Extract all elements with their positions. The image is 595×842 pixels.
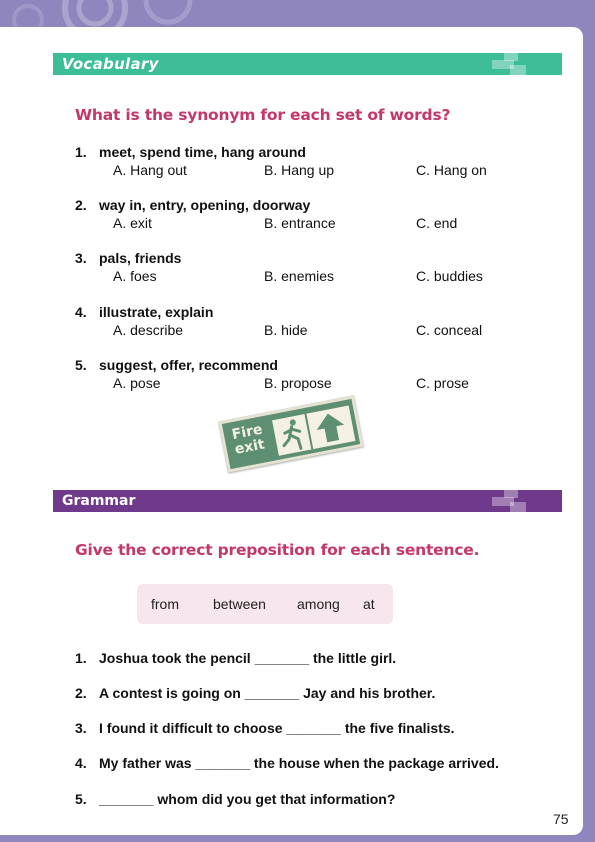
word-bank-item: from [151, 596, 179, 612]
option-b: B. entrance [264, 215, 336, 231]
option-b: B. Hang up [264, 162, 335, 178]
fire-sign-line2: exit [233, 436, 267, 458]
question-number: 1. [75, 144, 87, 160]
vocab-question [75, 144, 545, 179]
sentence-number: 1. [75, 650, 87, 666]
vocab-question [75, 250, 545, 285]
option-c: C. Hang on [416, 162, 487, 178]
word-bank-item: between [213, 596, 266, 612]
question-stem: way in, entry, opening, doorway [99, 197, 311, 213]
grammar-section-header [53, 490, 562, 512]
option-a: A. pose [113, 375, 161, 391]
grammar-sentence [75, 720, 455, 736]
sentence-number: 2. [75, 685, 87, 701]
sentence-number: 4. [75, 755, 87, 771]
question-number: 5. [75, 357, 87, 373]
sentence-text: _______ whom did you get that information? [99, 791, 396, 807]
option-a: A. describe [113, 322, 184, 338]
grammar-instruction: Give the correct preposition for each sentence. [75, 541, 480, 559]
option-c: C. end [416, 215, 458, 231]
vocab-question [75, 357, 545, 392]
question-stem: pals, friends [99, 250, 182, 266]
question-stem: illustrate, explain [99, 304, 214, 320]
grammar-sentence [75, 755, 499, 771]
vocabulary-instruction: What is the synonym for each set of words? [75, 106, 451, 124]
header-decoration [492, 53, 526, 75]
question-number: 2. [75, 197, 87, 213]
sentence-text: A contest is going on _______ Jay and his brother. [99, 685, 436, 701]
option-b: B. hide [264, 322, 308, 338]
question-stem: meet, spend time, hang around [99, 144, 306, 160]
option-c: C. buddies [416, 268, 483, 284]
word-bank-item: at [363, 596, 375, 612]
option-c: C. prose [416, 375, 469, 391]
option-b: B. propose [264, 375, 332, 391]
vocabulary-title: Vocabulary [62, 55, 159, 73]
option-a: A. exit [113, 215, 152, 231]
sentence-text: I found it difficult to choose _______ the five finalists. [99, 720, 455, 736]
grammar-sentence [75, 650, 396, 666]
word-bank [137, 584, 393, 624]
grammar-sentence [75, 685, 435, 701]
option-a: A. Hang out [113, 162, 187, 178]
option-c: C. conceal [416, 322, 483, 338]
word-bank-item: among [297, 596, 340, 612]
vocab-question [75, 197, 545, 232]
grammar-sentence [75, 791, 395, 807]
option-a: A. foes [113, 268, 157, 284]
vocab-question [75, 304, 545, 339]
sentence-text: My father was _______ the house when the package arrived. [99, 755, 499, 771]
fire-sign-line1: Fire [230, 421, 264, 444]
header-decoration [492, 490, 526, 512]
page-number: 75 [553, 811, 569, 827]
question-number: 3. [75, 250, 87, 266]
question-number: 4. [75, 304, 87, 320]
grammar-title: Grammar [62, 493, 136, 509]
vocabulary-section-header [53, 53, 562, 75]
sentence-number: 5. [75, 791, 87, 807]
option-b: B. enemies [264, 268, 335, 284]
sentence-number: 3. [75, 720, 87, 736]
question-stem: suggest, offer, recommend [99, 357, 278, 373]
sentence-text: Joshua took the pencil _______ the little girl. [99, 650, 397, 666]
